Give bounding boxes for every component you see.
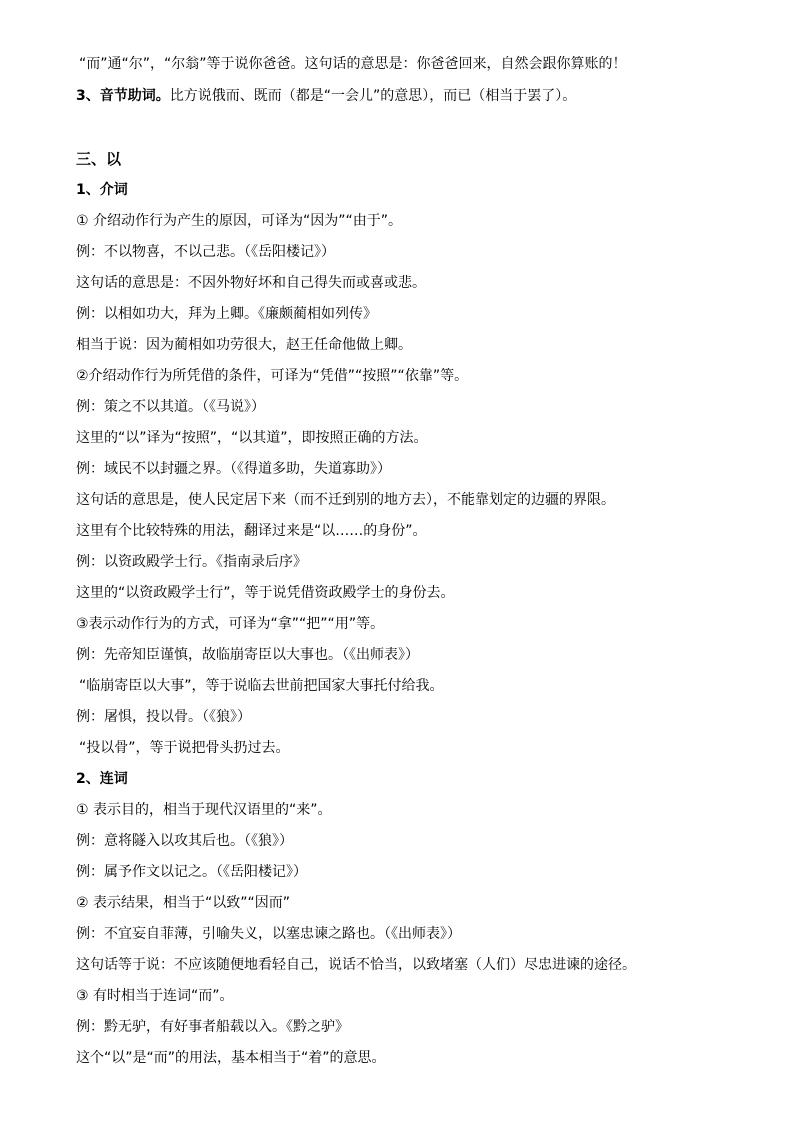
paragraph: 这句话的意思是，使人民定居下来（而不迁到别的地方去），不能靠划定的边疆的界限。	[76, 492, 615, 508]
subheading-lianci: 2、连词	[76, 771, 128, 787]
example-line: 例：以相如功大，拜为上卿。《廉颇蔺相如列传》	[76, 306, 377, 322]
paragraph: 这里的“以”译为“按照”，“以其道”，即按照正确的方法。	[76, 430, 428, 446]
example-line: 例：意将隧入以攻其后也。（《狼》）	[76, 833, 293, 849]
paragraph: ① 表示目的，相当于现代汉语里的“来”。	[76, 802, 332, 818]
paragraph: ③表示动作行为的方式，可译为“拿”“把”“用”等。	[76, 616, 385, 632]
paragraph: “临崩寄臣以大事”，等于说临去世前把国家大事托付给我。	[79, 678, 444, 694]
example-line: 例：黔无驴，有好事者船载以入。《黔之驴》	[76, 1019, 349, 1035]
example-line: 例：不宜妄自菲薄，引喻失义，以塞忠谏之路也。（《出师表》）	[76, 926, 461, 942]
paragraph: ① 介绍动作行为产生的原因，可译为“因为”“由于”。	[76, 213, 403, 229]
paragraph: 这里的“以资政殿学士行”，等于说凭借资政殿学士的身份去。	[76, 585, 455, 601]
example-line: 例：屠惧，投以骨。（《狼》）	[76, 709, 251, 725]
paragraph: ② 表示结果，相当于“以致”“因而”	[76, 895, 291, 911]
paragraph-text: 比方说俄而、既而（都是“一会儿”的意思），而已（相当于罢了）。	[169, 88, 577, 104]
paragraph: 这句话等于说：不应该随便地看轻自己，说话不恰当，以致堵塞（人们）尽忠进谏的途径。	[76, 957, 636, 973]
paragraph: 这里有个比较特殊的用法，翻译过来是“以……的身份”。	[76, 523, 427, 539]
section-heading-yi: 三、以	[76, 150, 122, 168]
example-line: 例：以资政殿学士行。《指南录后序》	[76, 554, 307, 570]
paragraph-er-tong-er: “而”通“尔”，“尔翁”等于说你爸爸。这句话的意思是：你爸爸回来，自然会跟你算账的！	[79, 56, 627, 72]
example-line: 例：域民不以封疆之界。（《得道多助，失道寡助》）	[76, 461, 391, 477]
paragraph: “投以骨”，等于说把骨头扔过去。	[79, 740, 290, 756]
paragraph: 相当于说：因为蔺相如功劳很大，赵王任命他做上卿。	[76, 337, 412, 353]
paragraph: ③ 有时相当于连词“而”。	[76, 988, 234, 1004]
paragraph: 这个“以”是“而”的用法，基本相当于“着”的意思。	[76, 1050, 386, 1066]
paragraph: 这句话的意思是：不因外物好坏和自己得失而或喜或悲。	[76, 275, 426, 291]
example-line: 例：先帝知臣谨慎，故临崩寄臣以大事也。（《出师表》）	[76, 647, 419, 663]
paragraph-yinjie-zhuci	[76, 86, 576, 106]
subheading-jieci: 1、介词	[76, 182, 128, 198]
paragraph: ②介绍动作行为所凭借的条件，可译为“凭借”“按照”“依靠”等。	[76, 368, 469, 384]
example-line: 例：策之不以其道。（《马说》）	[76, 399, 265, 415]
example-line: 例：属予作文以记之。（《岳阳楼记》）	[76, 864, 307, 880]
subheading-yinjie-zhuci: 3、音节助词。	[76, 88, 170, 104]
example-line: 例：不以物喜，不以己悲。（《岳阳楼记》）	[76, 244, 335, 260]
